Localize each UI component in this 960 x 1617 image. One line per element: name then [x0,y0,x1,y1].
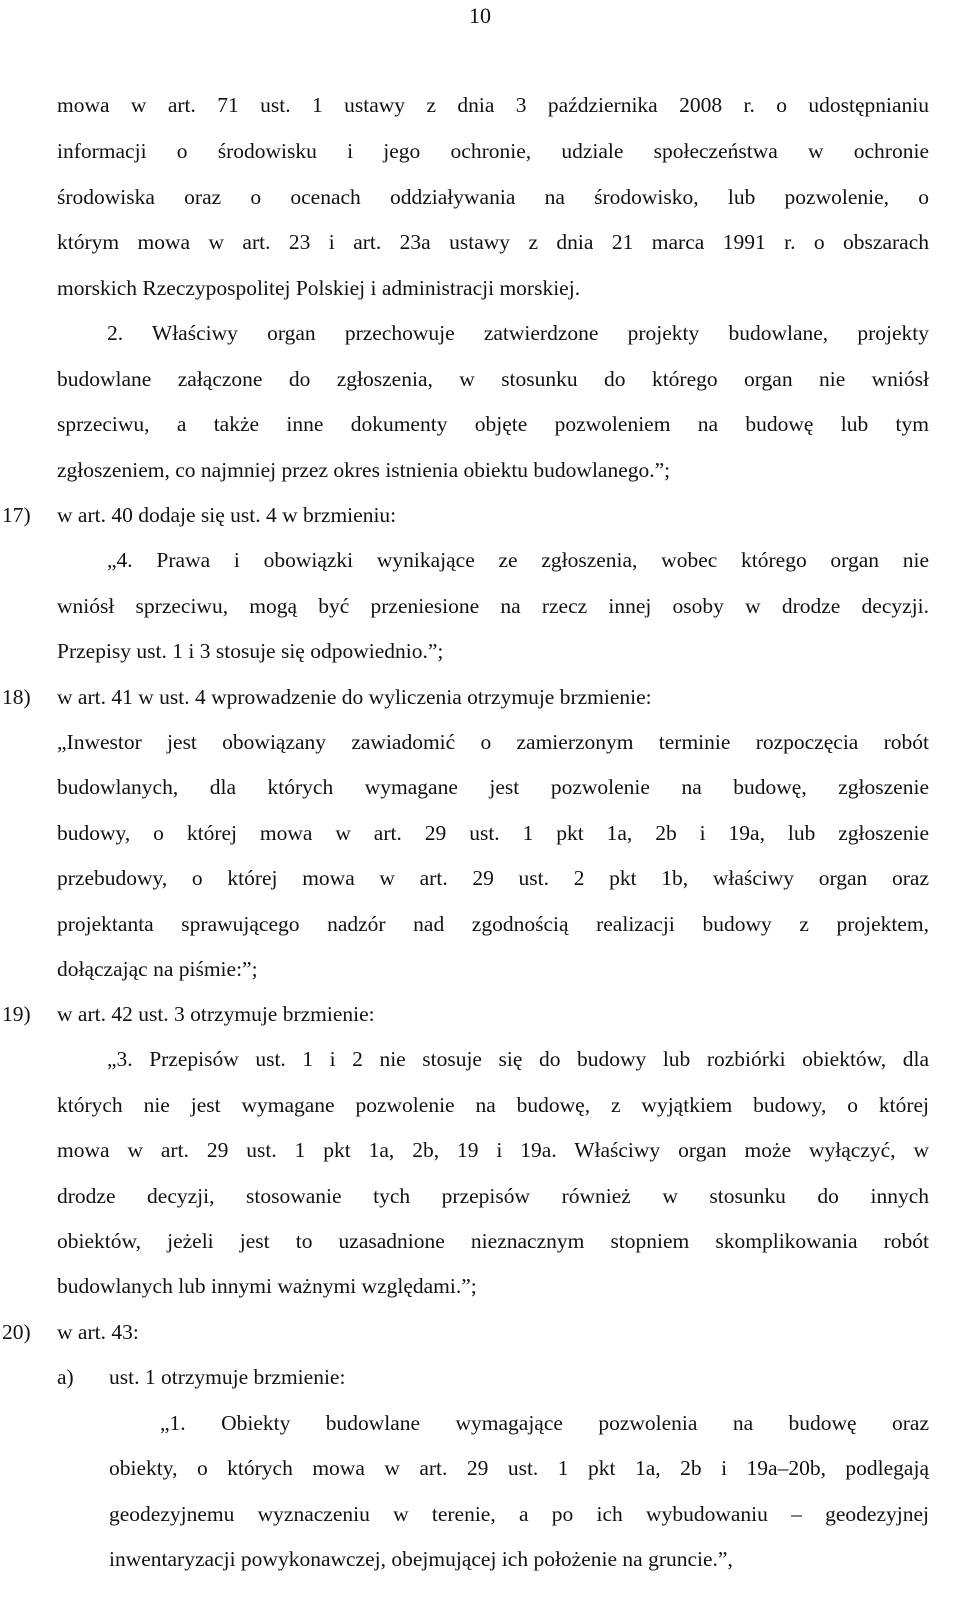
text-line: budowlanych, dla których wymagane jest pozwolenie na budowę, zgłoszenie [57,775,929,799]
page-number: 10 [469,3,491,28]
text-line: 2. Właściwy organ przechowuje zatwierdzone projekty budowlane, projekty [107,321,929,345]
text-line: ust. 1 otrzymuje brzmienie: [109,1365,346,1389]
text-line: obiektów, jeżeli jest to uzasadnione nieznacznym stopniem skomplikowania robót [57,1229,929,1253]
text-line: przebudowy, o której mowa w art. 29 ust. 2 pkt 1b, właściwy organ oraz [57,866,929,890]
text-line: Przepisy ust. 1 i 3 stosuje się odpowiednio.”; [57,639,444,663]
text-line: w art. 40 dodaje się ust. 4 w brzmieniu: [57,503,397,527]
text-line: wniósł sprzeciwu, mogą być przeniesione na rzecz innej osoby w drodze decyzji. [57,594,929,618]
text-line: mowa w art. 29 ust. 1 pkt 1a, 2b, 19 i 19a. Właściwy organ może wyłączyć, w [57,1138,929,1162]
text-line: w art. 43: [57,1320,139,1344]
text-line: w art. 41 w ust. 4 wprowadzenie do wyliczenia otrzymuje brzmienie: [57,685,652,709]
text-line: sprzeciwu, a także inne dokumenty objęte pozwoleniem na budowę lub tym [57,412,929,436]
text-line: „4. Prawa i obowiązki wynikające ze zgłoszenia, wobec którego organ nie [107,548,929,572]
text-line: geodezyjnemu wyznaczeniu w terenie, a po ich wybudowaniu – geodezyjnej [109,1502,929,1526]
text-line: budowlanych lub innymi ważnymi względami.”; [57,1274,477,1298]
text-line: których nie jest wymagane pozwolenie na budowę, z wyjątkiem budowy, o której [57,1093,929,1117]
text-line: dołączając na piśmie:”; [57,957,258,981]
text-line: „3. Przepisów ust. 1 i 2 nie stosuje się do budowy lub rozbiórki obiektów, dla [107,1047,929,1071]
text-line: inwentaryzacji powykonawczej, obejmującej ich położenie na gruncie.”, [109,1547,733,1571]
text-line: „1. Obiekty budowlane wymagające pozwolenia na budowę oraz [160,1411,929,1435]
list-marker: 20) [2,1320,31,1344]
list-marker: a) [57,1365,74,1389]
text-line: mowa w art. 71 ust. 1 ustawy z dnia 3 października 2008 r. o udostępnianiu [57,93,929,117]
text-line: obiekty, o których mowa w art. 29 ust. 1 pkt 1a, 2b i 19a–20b, podlegają [109,1456,929,1480]
text-line: informacji o środowisku i jego ochronie, udziale społeczeństwa w ochronie [57,139,929,163]
text-line: budowy, o której mowa w art. 29 ust. 1 pkt 1a, 2b i 19a, lub zgłoszenie [57,821,929,845]
text-line: budowlane załączone do zgłoszenia, w stosunku do którego organ nie wniósł [57,367,929,391]
text-line: projektanta sprawującego nadzór nad zgodnością realizacji budowy z projektem, [57,912,929,936]
text-line: w art. 42 ust. 3 otrzymuje brzmienie: [57,1002,375,1026]
list-marker: 18) [2,685,31,709]
text-line: drodze decyzji, stosowanie tych przepisów również w stosunku do innych [57,1184,929,1208]
text-line: morskich Rzeczypospolitej Polskiej i administracji morskiej. [57,276,581,300]
text-line: „Inwestor jest obowiązany zawiadomić o zamierzonym terminie rozpoczęcia robót [57,730,929,754]
text-line: którym mowa w art. 23 i art. 23a ustawy z dnia 21 marca 1991 r. o obszarach [57,230,929,254]
list-marker: 17) [2,503,31,527]
text-line: środowiska oraz o ocenach oddziaływania na środowisko, lub pozwolenie, o [57,185,929,209]
list-marker: 19) [2,1002,31,1026]
text-line: zgłoszeniem, co najmniej przez okres istnienia obiektu budowlanego.”; [57,458,671,482]
